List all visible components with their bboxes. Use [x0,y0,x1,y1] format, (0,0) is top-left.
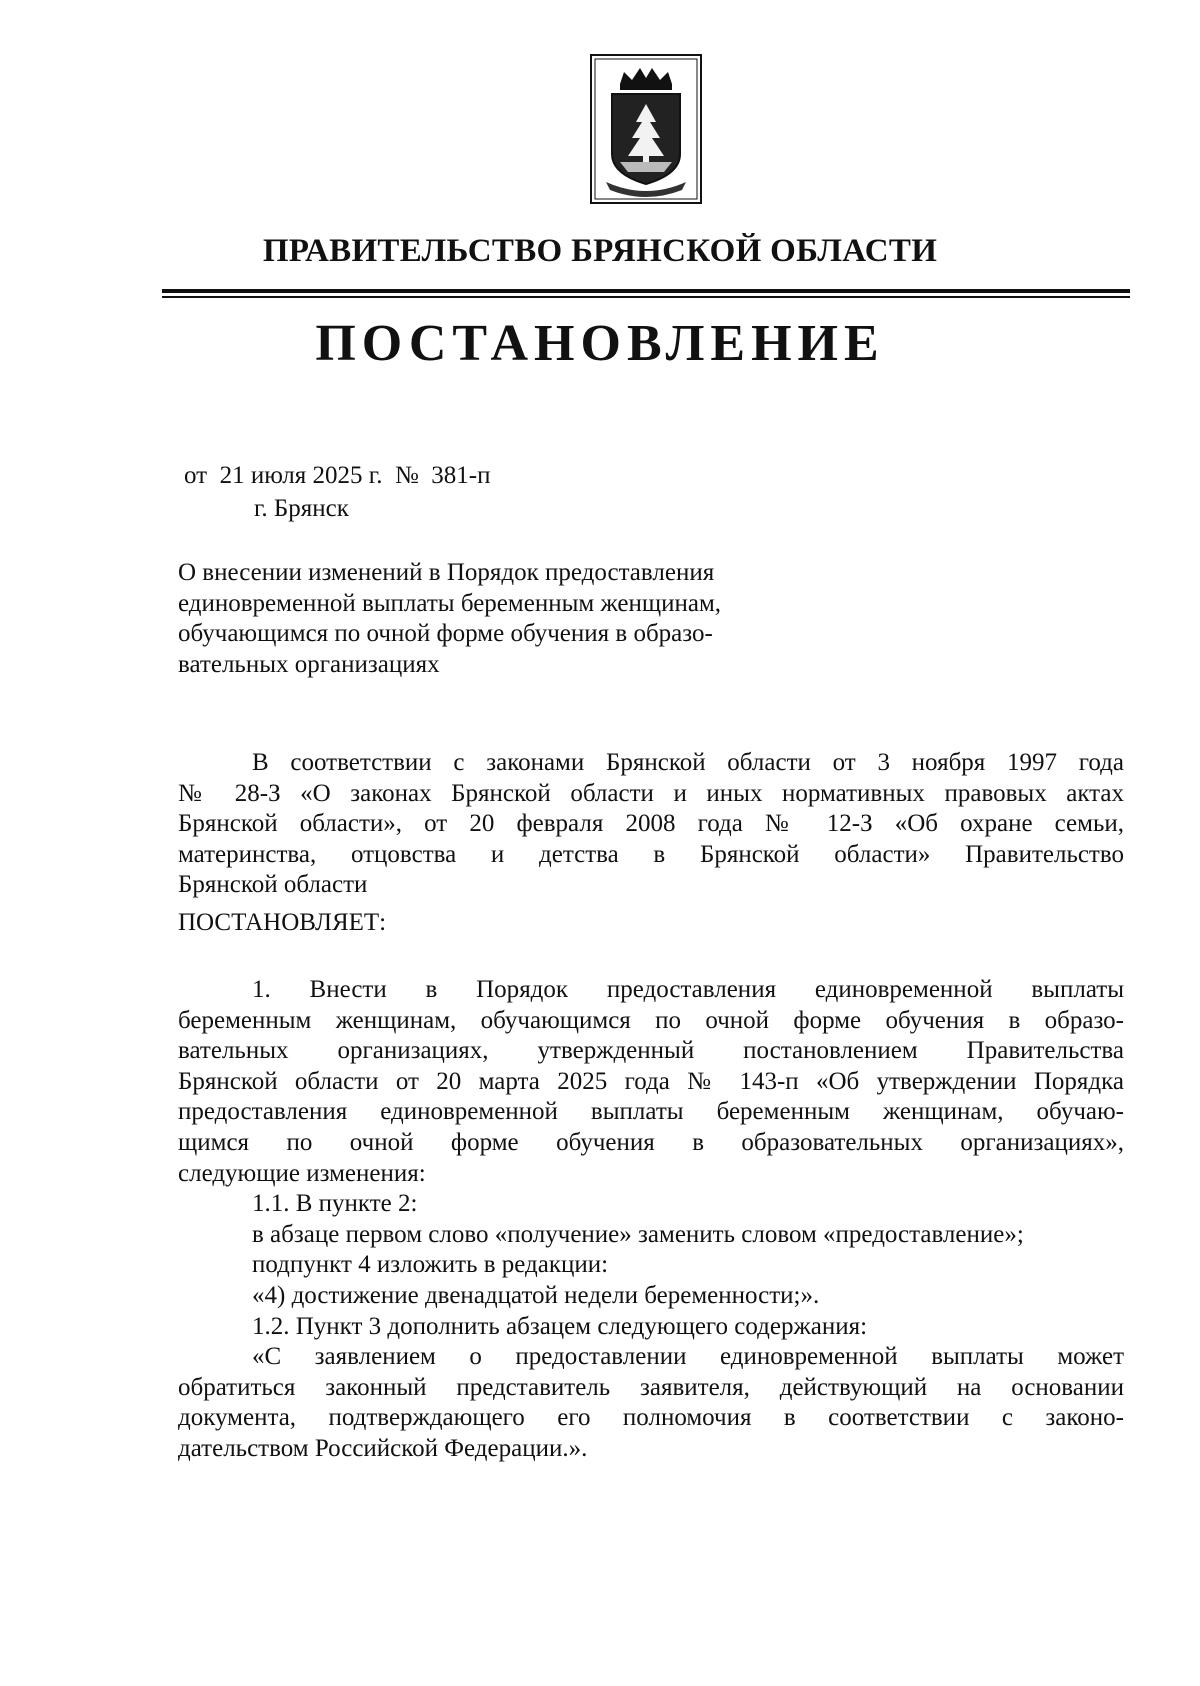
item-1-line: предоставления единовременной выплаты беременным женщинам, обучаю- [178,1098,1124,1126]
sub-item-line: 1.2. Пункт 3 дополнить абзацем следующего содержания: [252,1312,868,1340]
date-number-line: от 21 июля 2025 г. № 381-п [184,462,491,489]
coat-of-arms-emblem [590,54,702,204]
item-1-line: следующие изменения: [178,1159,426,1187]
preamble-line: В соответствии с законами Брянской области от 3 ноября 1997 года [252,749,1124,776]
preamble-line: Брянской области [178,871,368,899]
quote-line: дательством Российской Федерации.». [178,1434,588,1462]
preamble-paragraph [178,748,1124,901]
quote-line: обратиться законный представитель заявителя, действующий на основании [178,1373,1124,1401]
item-1-line: щимся по очной форме обучения в образовательных организациях», [178,1128,1124,1156]
item-1-line: Брянской области от 20 марта 2025 года № 143-п «Об утверждении Порядка [178,1067,1124,1095]
header-rule-thin [162,296,1130,298]
subject-block [178,558,818,680]
subject-line: обучающимся по очной форме обучения в образо- [178,620,713,647]
subject-line: вательных организациях [178,650,440,678]
decree-word: ПОСТАНОВЛЯЕТ: [178,909,387,936]
item-1-paragraph [178,975,1124,1465]
item-1-line: 1. Внести в Порядок предоставления единовременной выплаты [252,976,1124,1003]
sub-item-line: «4) достижение двенадцатой недели беременности;». [252,1281,820,1309]
preamble-line: Брянской области», от 20 февраля 2008 года № 12-З «Об охране семьи, [178,810,1124,838]
header-rule-thick [162,289,1130,293]
government-title: ПРАВИТЕЛЬСТВО БРЯНСКОЙ ОБЛАСТИ [262,233,938,269]
document-type-title: ПОСТАНОВЛЕНИЕ [315,315,885,372]
city-line: г. Брянск [254,495,349,522]
preamble-line: № 28-З «О законах Брянской области и иных нормативных правовых актах [178,779,1124,807]
sub-item-line: в абзаце первом слово «получение» заменить словом «предоставление»; [252,1220,1024,1248]
quote-line: «С заявлением о предоставлении единовременной выплаты может [252,1343,1124,1371]
item-1-line: вательных организациях, утвержденный постановлением Правительства [178,1037,1124,1065]
sub-item-line: 1.1. В пункте 2: [252,1190,418,1218]
subject-line: О внесении изменений в Порядок предоставления [178,559,715,586]
preamble-line: материнства, отцовства и детства в Брянской области» Правительство [178,840,1124,868]
quote-line: документа, подтверждающего его полномочия в соответствии с законо- [178,1404,1124,1432]
subject-line: единовременной выплаты беременным женщинам, [178,589,722,617]
item-1-line: беременным женщинам, обучающимся по очной форме обучения в образо- [178,1006,1124,1034]
sub-item-line: подпункт 4 изложить в редакции: [252,1251,609,1279]
